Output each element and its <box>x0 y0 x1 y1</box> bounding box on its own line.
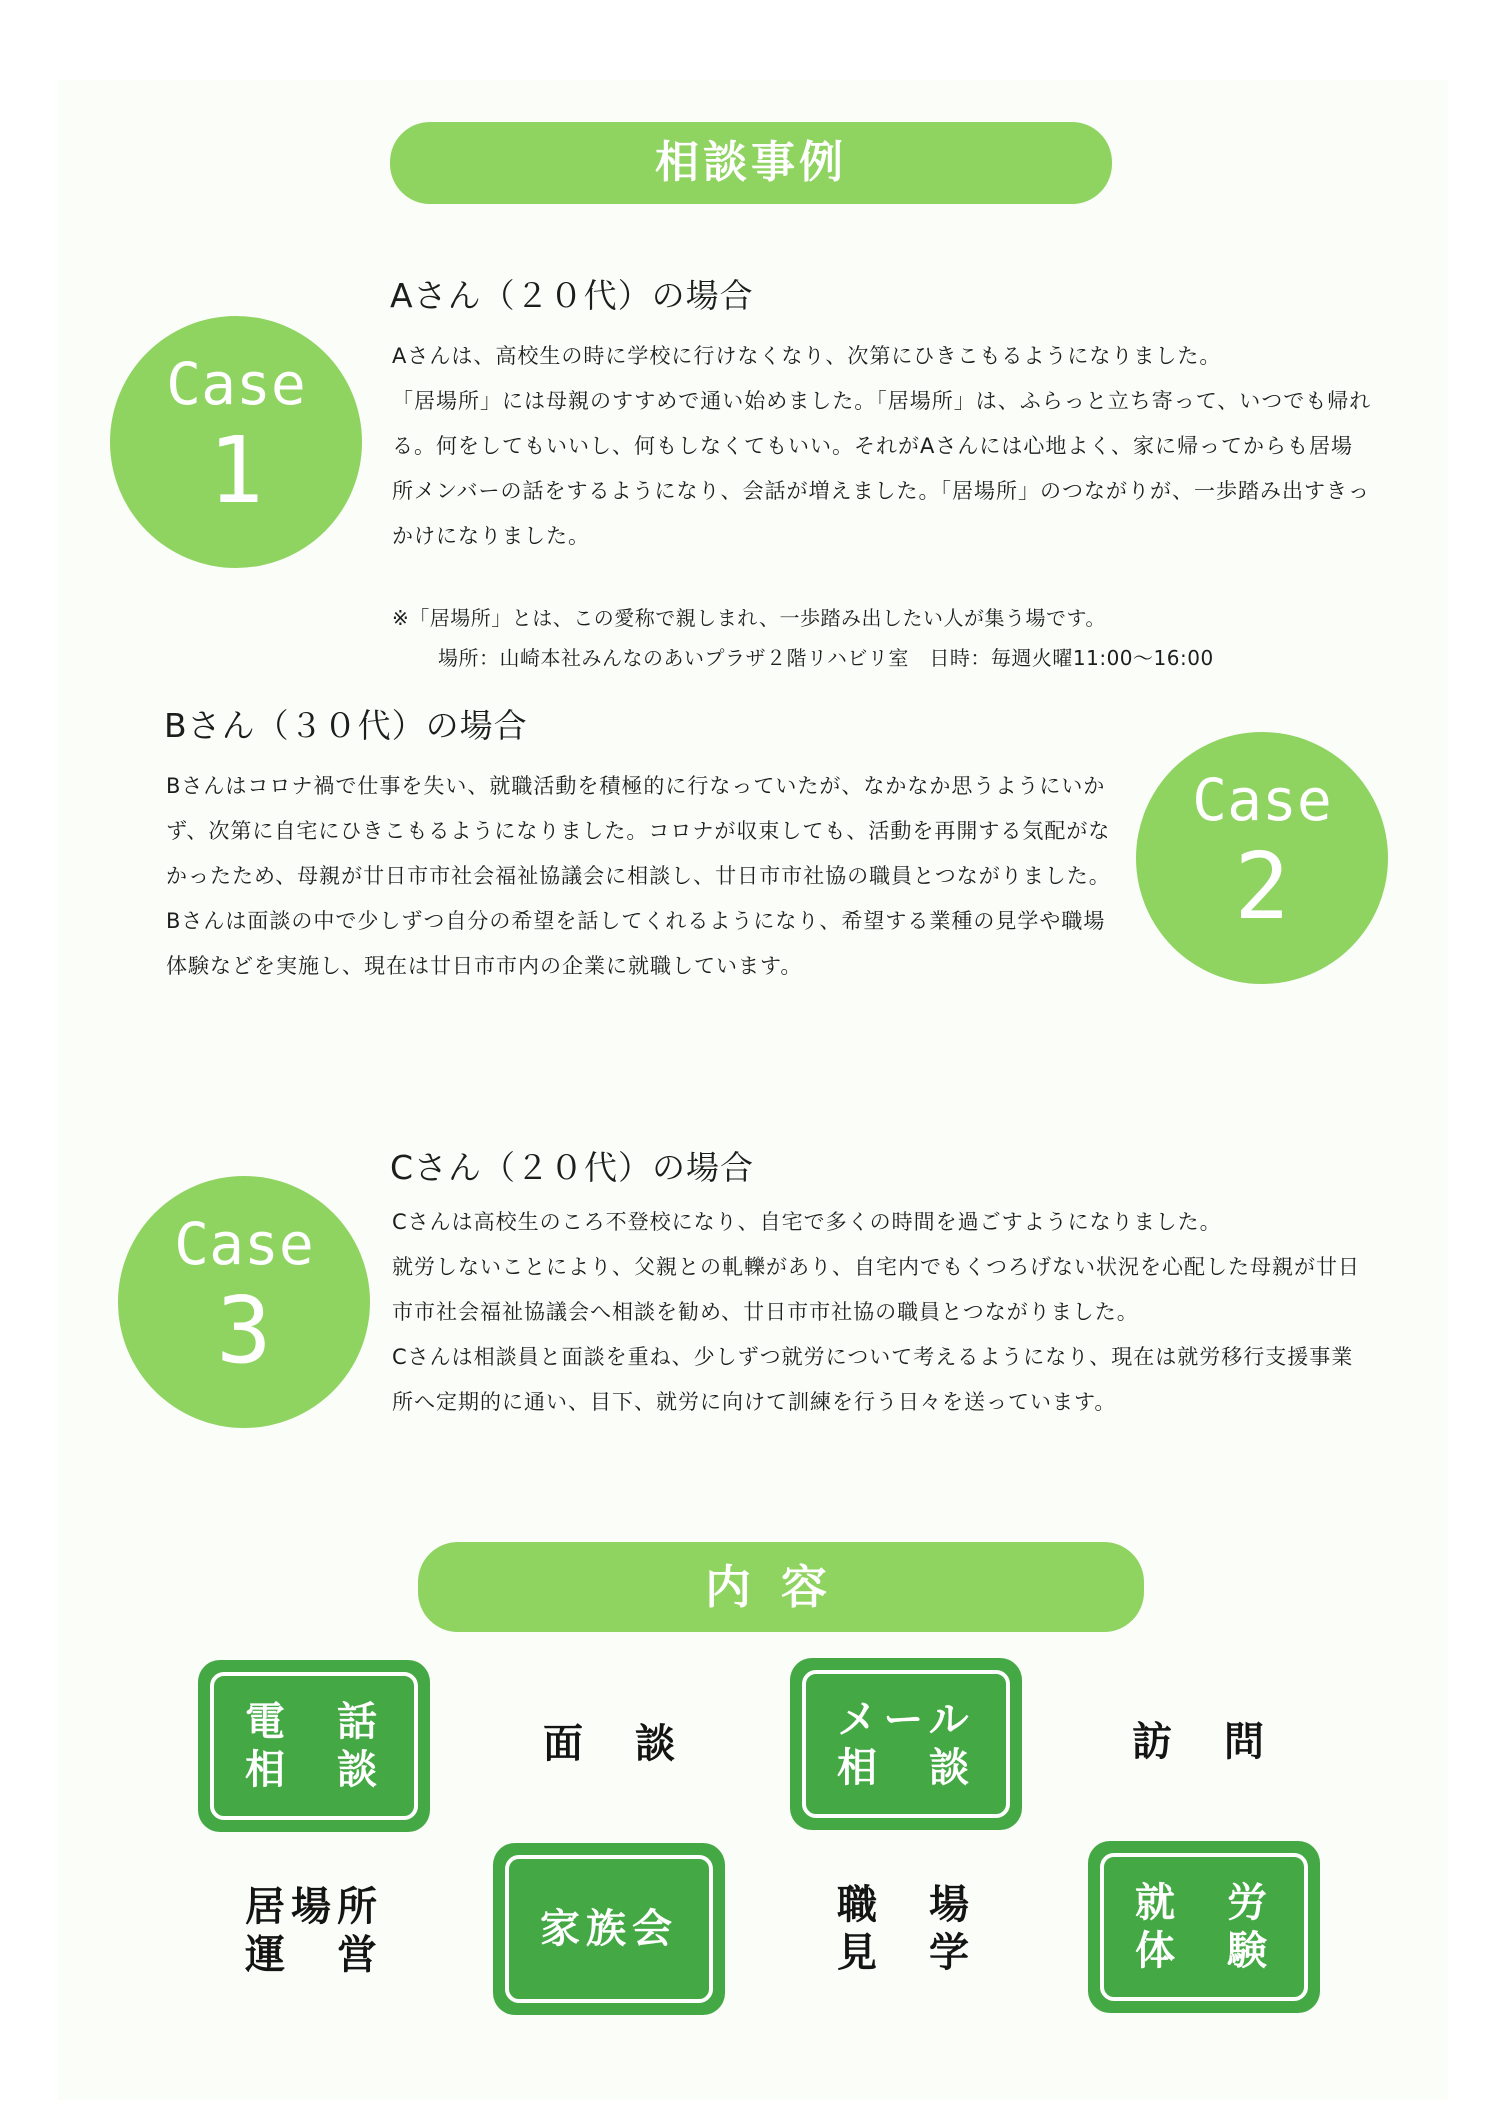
service-ibasho-operation <box>198 1845 430 2017</box>
case-1-place-time: 場所：山崎本社みんなのあいプラザ２階リハビリ室 日時：毎週火曜11:00～16:00 <box>438 646 1214 670</box>
case-1-note: ※「居場所」とは、この愛称で親しまれ、一歩踏み出したい人が集う場です。 <box>392 606 1106 630</box>
case-3-number: 3 <box>216 1277 272 1384</box>
service-interview <box>496 1658 728 1830</box>
case-3-heading: Cさん（２０代）の場合 <box>390 1148 755 1187</box>
service-label: 職 場 見 学 <box>837 1882 975 1976</box>
service-phone-consultation <box>198 1660 430 1832</box>
case-1-label: Case <box>166 350 306 418</box>
case-3-label: Case <box>174 1210 314 1278</box>
service-label: 家族会 <box>540 1906 678 1952</box>
section-title: 相談事例 <box>390 122 1112 204</box>
service-frame <box>802 1670 1010 1818</box>
service-label: 就 労 体 験 <box>1135 1880 1273 1974</box>
case-1-badge <box>110 316 362 568</box>
service-label: 面 談 <box>543 1721 681 1767</box>
case-1-number: 1 <box>208 417 264 524</box>
service-frame <box>1100 1853 1308 2001</box>
service-home-visit <box>1085 1656 1317 1828</box>
service-mail-consultation <box>790 1658 1022 1830</box>
service-label: 訪 問 <box>1132 1719 1270 1765</box>
case-1-body: Aさんは、高校生の時に学校に行けなくなり、次第にひきこもるようになりました。 「居場所」には母親のすすめで通い始めました。「居場所」は、ふらっと立ち寄って、いつでも帰れる。何をしてもいいし、何もしなくてもいい。それがAさんには心地よく、家に帰ってからも居場所メンバーの話をするようになり、会話が増えました。「居場所」のつながりが、一歩踏み出すきっかけになりました。 <box>392 344 1372 548</box>
service-frame <box>210 1672 418 1820</box>
service-workplace-tour <box>790 1843 1022 2015</box>
case-2-number: 2 <box>1234 833 1290 940</box>
case-2-badge <box>1136 732 1388 984</box>
content-title: 内容 <box>418 1542 1144 1632</box>
case-2-heading: Bさん（３０代）の場合 <box>164 706 528 745</box>
case-3-body: Cさんは高校生のころ不登校になり、自宅で多くの時間を過ごすようになりました。 就労しないことにより、父親との軋轢があり、自宅内でもくつろげない状況を心配した母親が廿日市市社会福祉協議会へ相談を勧め、廿日市市社協の職員とつながりました。 Cさんは相談員と面談を重ね、少しずつ就労について考えるようになり、現在は就労移行支援事業所へ定期的に通い、目下、就労に向けて訓練を行う日々を送っています。 <box>392 1210 1360 1414</box>
service-frame <box>505 1855 713 2003</box>
service-work-experience <box>1088 1841 1320 2013</box>
service-label: 居場所 運 営 <box>245 1884 383 1978</box>
case-1-heading: Aさん（２０代）の場合 <box>390 276 754 315</box>
case-2-body: Bさんはコロナ禍で仕事を失い、就職活動を積極的に行なっていたが、なかなか思うようにいかず、次第に自宅にひきこもるようになりました。コロナが収束しても、活動を再開する気配がなかったため、母親が廿日市市社会福祉協議会に相談し、廿日市市社協の職員とつながりました。Bさんは面談の中で少しずつ自分の希望を話してくれるようになり、希望する業種の見学や職場体験などを実施し、現在は廿日市市内の企業に就職しています。 <box>166 774 1111 978</box>
service-label: メール 相 談 <box>837 1697 975 1791</box>
case-2-label: Case <box>1192 766 1332 834</box>
service-family-meeting <box>493 1843 725 2015</box>
case-3-badge <box>118 1176 370 1428</box>
service-label: 電 話 相 談 <box>245 1699 383 1793</box>
